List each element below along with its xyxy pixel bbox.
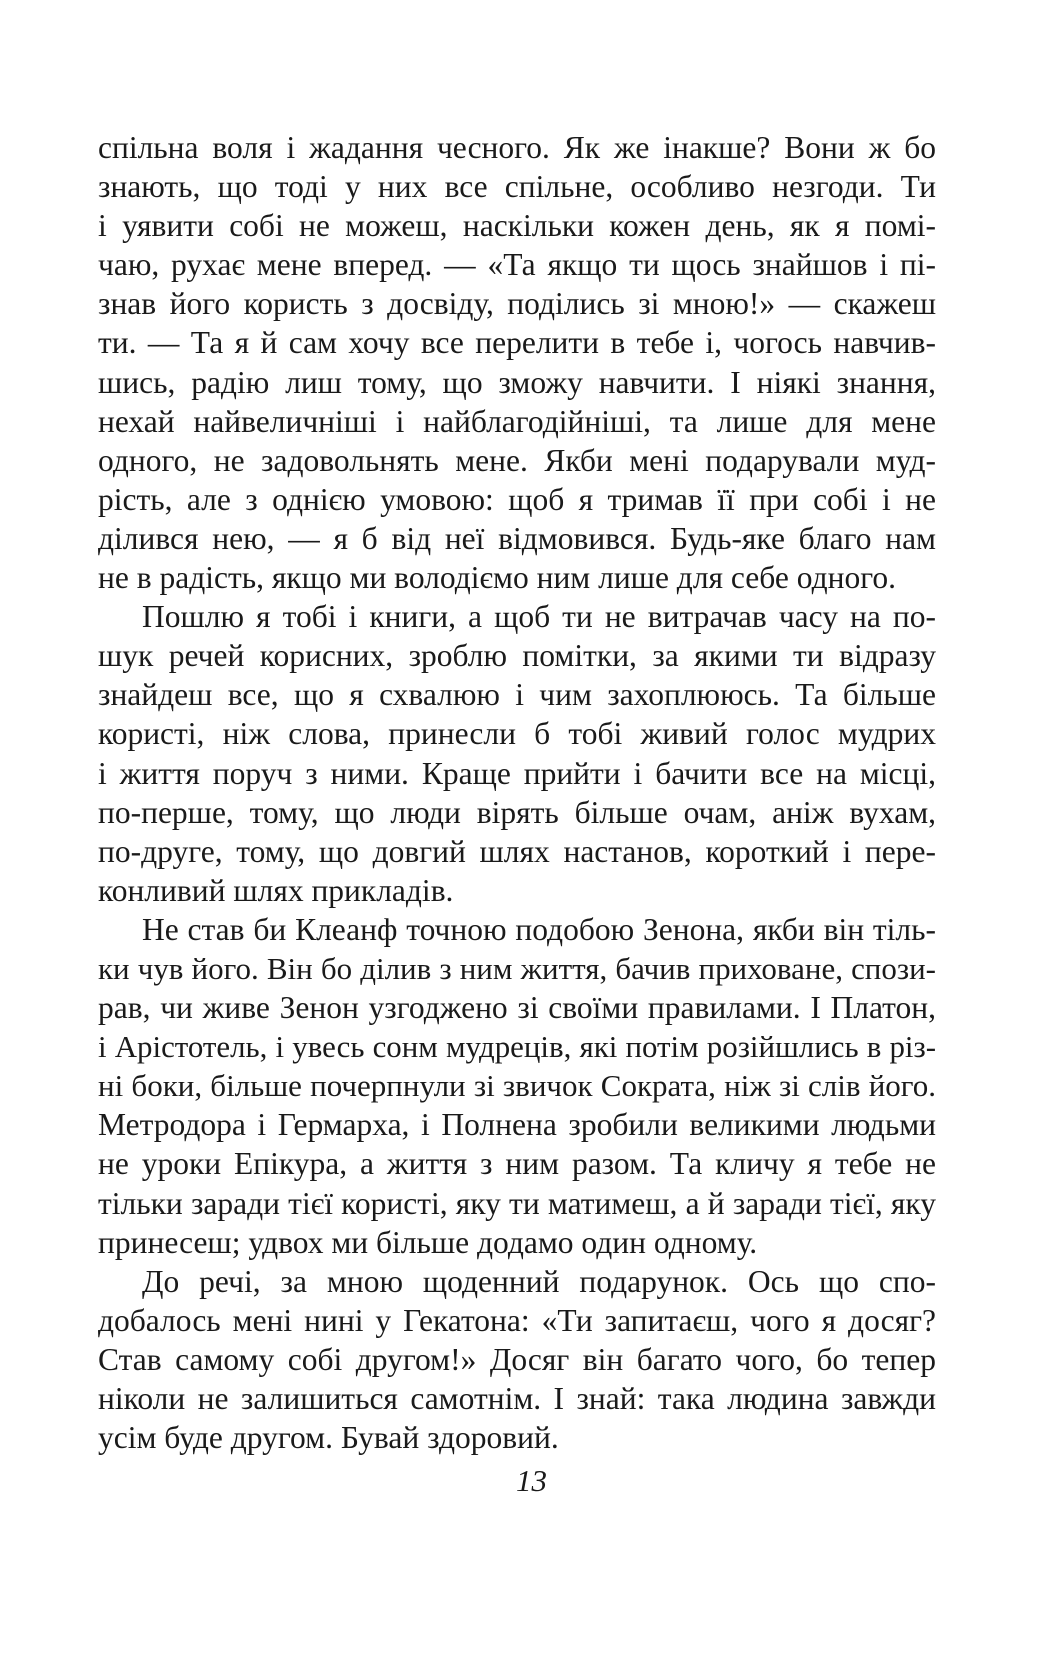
text-line: Метродора і Гермарха, і Полнена зробили великими людьми (98, 1107, 936, 1143)
text-line: ні боки, більше почерпнули зі звичок Сократа, ніж зі слів його. (98, 1068, 936, 1104)
text-line: по-друге, тому, що довгий шлях настанов, короткий і пере- (98, 833, 936, 869)
text-line: нехай найвеличніші і найблагодійніші, та лише для мене (98, 403, 936, 439)
text-line: конливий шлях прикладів. (98, 872, 454, 908)
text-line: ти. — Та я й сам хочу все перелити в тебе і, чогось навчив- (98, 325, 936, 361)
text-line: не уроки Епікура, а життя з ним разом. Та кличу я тебе не (98, 1146, 936, 1182)
text-line: знайдеш все, що я схвалюю і чим захоплююсь. Та більше (98, 677, 936, 713)
text-line: Пошлю я тобі і книги, а щоб ти не витрачав часу на по- (142, 599, 936, 635)
text-line: усім буде другом. Бувай здоровий. (98, 1420, 559, 1456)
text-line: знають, що тоді у них все спільне, особливо незгоди. Ти (98, 169, 936, 205)
text-line: користі, ніж слова, принесли б тобі живий голос мудрих (98, 716, 936, 752)
text-line: і Арістотель, і увесь сонм мудреців, які потім розійшлись в різ- (98, 1029, 936, 1065)
body-text (98, 128, 936, 1457)
paragraph-3 (98, 910, 936, 1262)
paragraph-2 (98, 597, 936, 910)
text-line: чаю, рухає мене вперед. — «Та якщо ти щось знайшов і пі- (98, 247, 936, 283)
text-line: шись, радію лиш тому, що зможу навчити. І ніякі знання, (98, 364, 936, 400)
text-line: Не став би Клеанф точною подобою Зенона, якби він тіль- (142, 911, 936, 947)
text-line: шук речей корисних, зроблю помітки, за якими ти відразу (98, 638, 936, 674)
text-line: ки чув його. Він бо ділив з ним життя, бачив приховане, спози- (98, 950, 936, 986)
text-line: тільки заради тієї користі, яку ти матимеш, а й заради тієї, яку (98, 1185, 936, 1221)
paragraph-4 (98, 1262, 936, 1457)
text-line: принесеш; удвох ми більше додамо один одному. (98, 1224, 758, 1260)
text-line: добалось мені нині у Гекатона: «Ти запитаєш, чого я досяг? (98, 1302, 936, 1338)
text-line: рав, чи живе Зенон узгоджено зі своїми правилами. І Платон, (98, 990, 936, 1026)
text-line: одного, не задовольнять мене. Якби мені подарували муд- (98, 442, 936, 478)
text-line: ніколи не залишиться самотнім. І знай: така людина завжди (98, 1381, 936, 1416)
text-line: по-перше, тому, що люди вірять більше очам, аніж вухам, (98, 794, 936, 830)
text-line: ділився нею, — я б від неї відмовився. Будь-яке благо нам (98, 520, 936, 556)
text-line: рість, але з однією умовою: щоб я тримав її при собі і не (98, 481, 936, 517)
text-line: Став самому собі другом!» Досяг він багато чого, бо тепер (98, 1341, 936, 1377)
text-line: знав його користь з досвіду, поділись зі мною!» — скажеш (98, 286, 936, 322)
text-line: і життя поруч з ними. Краще прийти і бачити все на місці, (98, 755, 936, 791)
text-line: не в радість, якщо ми володіємо ним лише для себе одного. (98, 560, 896, 596)
text-line: До речі, за мною щоденний подарунок. Ось що спо- (142, 1263, 936, 1299)
paragraph-1 (98, 128, 936, 597)
page-number: 13 (516, 1463, 547, 1498)
text-line: спільна воля і жадання чесного. Як же інакше? Вони ж бо (98, 130, 936, 165)
text-line: і уявити собі не можеш, наскільки кожен день, як я помі- (98, 208, 936, 244)
